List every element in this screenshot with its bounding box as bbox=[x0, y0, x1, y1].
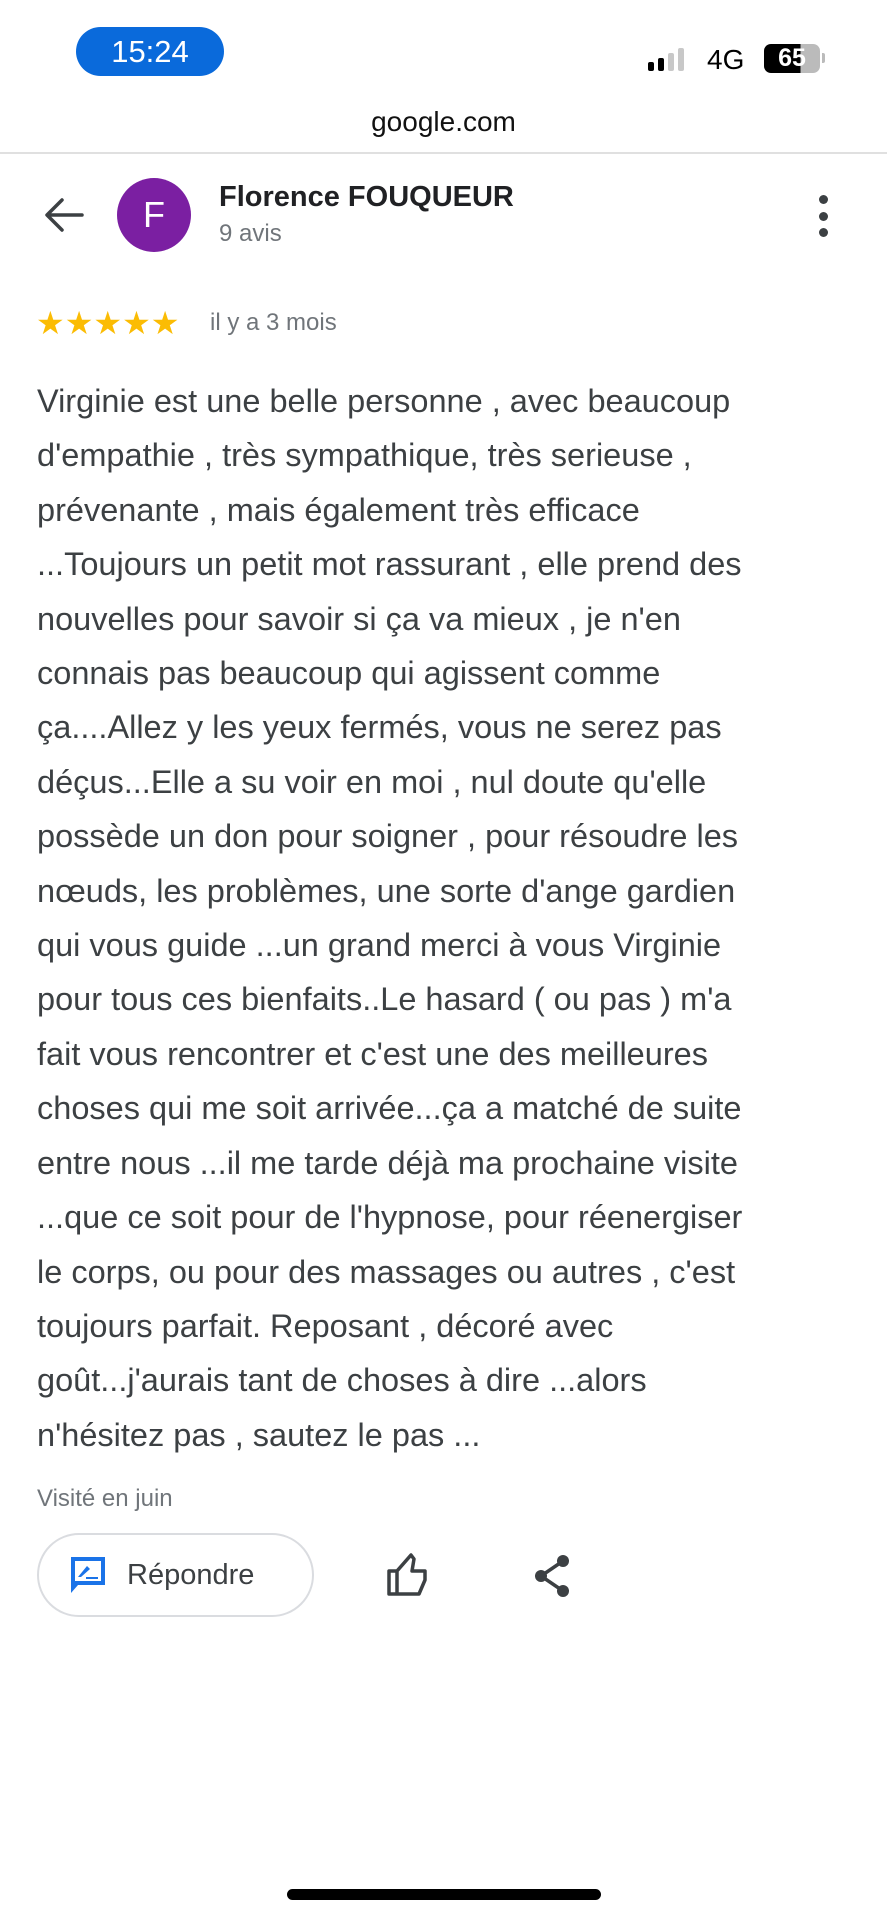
review-text-line: ça....Allez y les yeux fermés, vous ne serez pas bbox=[37, 709, 722, 746]
review-text-line: n'hésitez pas , sautez le pas ... bbox=[37, 1416, 481, 1453]
review-text-line: nœuds, les problèmes, une sorte d'ange gardien bbox=[37, 872, 736, 909]
share-icon[interactable] bbox=[533, 1553, 573, 1599]
review-text-line: connais pas beaucoup qui agissent comme bbox=[37, 655, 661, 692]
review-text-line: ...Toujours un petit mot rassurant , elle prend des bbox=[37, 546, 742, 583]
review-text-line: toujours parfait. Reposant , décoré avec bbox=[37, 1307, 614, 1344]
back-arrow-icon[interactable] bbox=[42, 195, 86, 235]
review-text bbox=[37, 374, 742, 1462]
reviewer-name[interactable]: Florence FOUQUEUR bbox=[219, 181, 514, 213]
battery-tip bbox=[822, 53, 825, 63]
review-text-line: possède un don pour soigner , pour résoudre les bbox=[37, 818, 739, 855]
reply-label: Répondre bbox=[127, 1558, 255, 1591]
review-date: il y a 3 mois bbox=[210, 309, 337, 336]
review-text-line: déçus...Elle a su voir en moi , nul doute qu'elle bbox=[37, 763, 707, 800]
star-rating: ★★★★★ bbox=[36, 305, 180, 341]
network-type: 4G bbox=[707, 44, 745, 75]
more-options-icon[interactable] bbox=[813, 195, 833, 237]
avatar[interactable]: F bbox=[117, 178, 191, 252]
review-text-line: ...que ce soit pour de l'hypnose, pour réenergiser bbox=[37, 1199, 743, 1236]
review-count: 9 avis bbox=[219, 220, 282, 247]
thumbs-up-icon[interactable] bbox=[385, 1552, 431, 1598]
url-bar[interactable]: google.com bbox=[371, 106, 516, 137]
reply-icon bbox=[69, 1555, 107, 1595]
review-text-line: goût...j'aurais tant de choses à dire ...alors bbox=[37, 1362, 647, 1399]
review-text-line: d'empathie , très sympathique, très serieuse , bbox=[37, 437, 692, 474]
reply-button[interactable] bbox=[37, 1533, 314, 1617]
review-text-line: le corps, ou pour des massages ou autres , c'est bbox=[37, 1253, 736, 1290]
review-text-line: fait vous rencontrer et c'est une des meilleures bbox=[37, 1035, 708, 1072]
review-text-line: pour tous ces bienfaits..Le hasard ( ou pas ) m'a bbox=[37, 981, 732, 1018]
visit-date: Visité en juin bbox=[37, 1485, 173, 1512]
review-text-line: nouvelles pour savoir si ça va mieux , je n'en bbox=[37, 600, 681, 637]
home-indicator[interactable] bbox=[287, 1889, 601, 1900]
review-text-line: Virginie est une belle personne , avec beaucoup bbox=[37, 383, 731, 419]
review-text-line: prévenante , mais également très efficace bbox=[37, 491, 640, 528]
review-text-line: qui vous guide ...un grand merci à vous Virginie bbox=[37, 927, 722, 964]
signal-icon bbox=[648, 48, 684, 71]
review-text-line: entre nous ...il me tarde déjà ma prochaine visite bbox=[37, 1144, 738, 1181]
review-text-line: choses qui me soit arrivée...ça a matché de suite bbox=[37, 1090, 742, 1127]
divider bbox=[0, 152, 887, 154]
battery-icon: 65 bbox=[764, 44, 820, 73]
status-time: 15:24 bbox=[76, 27, 224, 76]
